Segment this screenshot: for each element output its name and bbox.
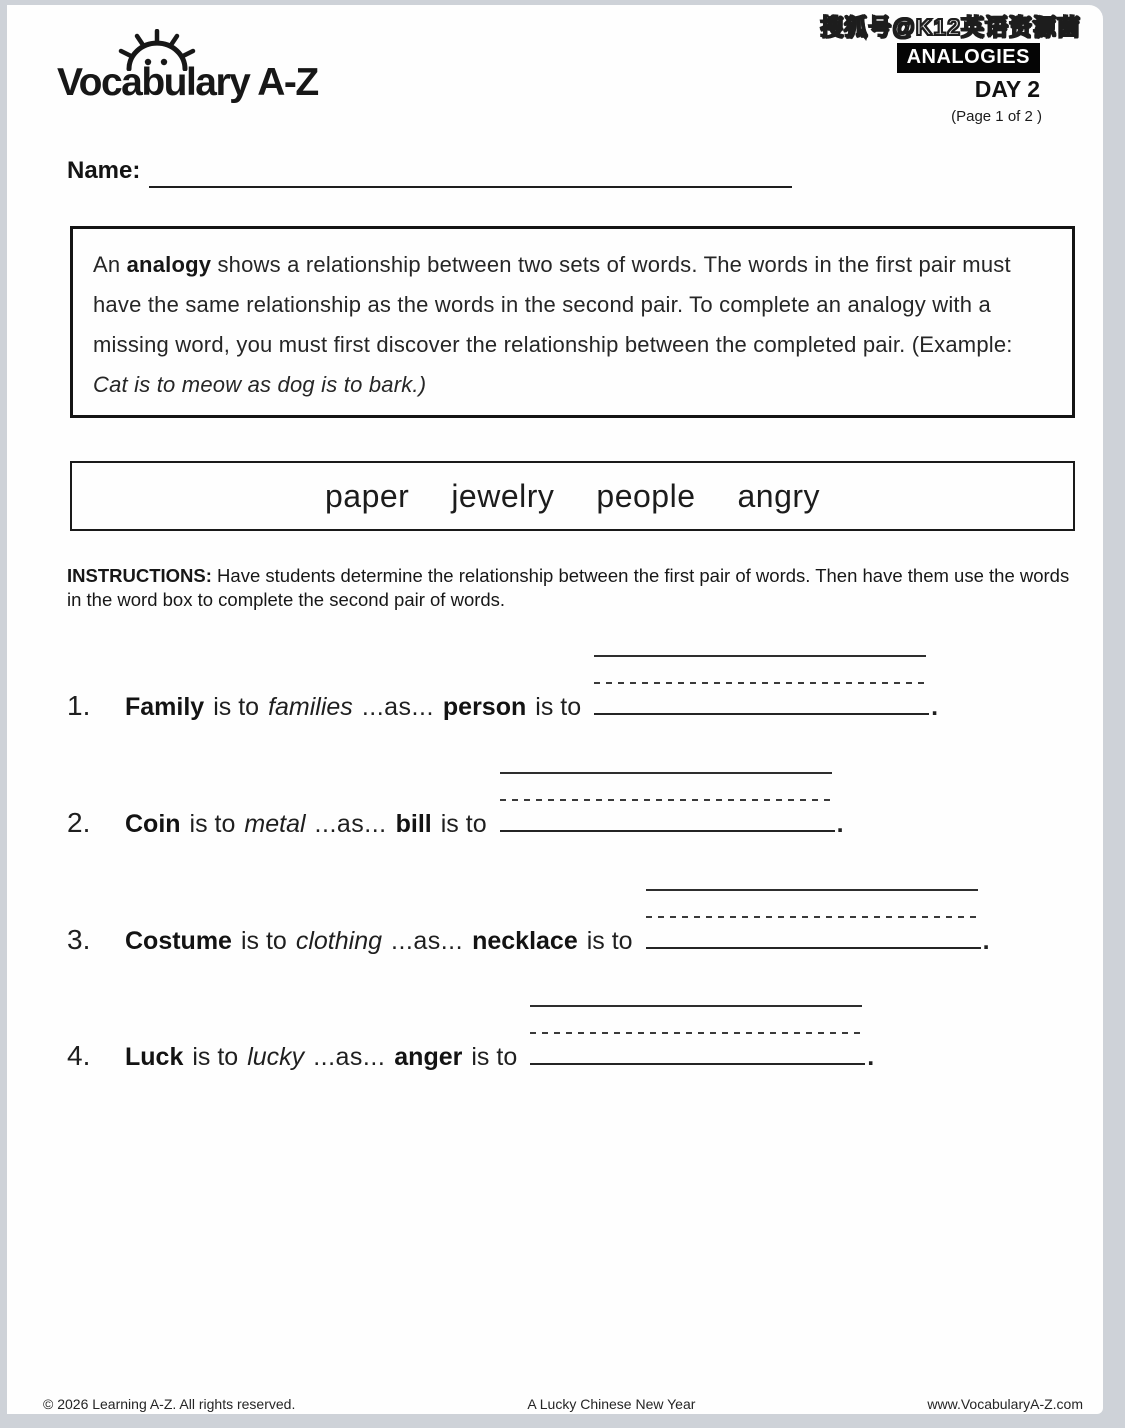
is-to-text: is to <box>213 693 260 721</box>
intro-text-2: shows a relationship between two sets of words. The words in the first pair must have the same relationship as the words in the second pair. To complete an analogy with a missing word, you must first discover the relationship between the completed pair. (Example: <box>93 252 1013 357</box>
analogy-item-4 <box>67 1005 1063 1072</box>
item-second-term: clothing <box>295 927 382 955</box>
word-item: angry <box>737 477 821 514</box>
watermark-text: 搜狐号@K12英语资源菌 <box>820 14 1081 40</box>
page-footer <box>43 1396 1083 1412</box>
logo-text: Vocabulary A-Z <box>57 61 318 104</box>
name-label: Name: <box>67 157 141 184</box>
as-text: ...as... <box>313 1043 386 1071</box>
item-second-term: families <box>268 693 353 721</box>
analogy-item-3 <box>67 889 1063 956</box>
vocabulary-logo <box>57 43 387 113</box>
sentence-period: . <box>982 927 990 955</box>
analogy-item-1 <box>67 655 1063 722</box>
as-text: ...as... <box>314 810 387 838</box>
is-to-text: is to <box>471 1043 518 1071</box>
analogies-badge: ANALOGIES <box>897 43 1040 73</box>
copyright-text: © 2026 Learning A-Z. All rights reserved. <box>43 1396 296 1412</box>
day-label: DAY 2 <box>974 76 1040 102</box>
dashed-guide-line <box>500 799 835 801</box>
intro-example: Cat is to meow as dog is to bark.) <box>93 372 427 397</box>
sentence-period: . <box>931 693 939 721</box>
answer-blank <box>500 772 835 832</box>
analogy-item-2 <box>67 772 1063 839</box>
item-number: 1. <box>67 690 91 721</box>
word-item: jewelry <box>451 477 555 514</box>
item-third-term: anger <box>394 1043 463 1071</box>
instructions-text: Have students determine the relationship between the first pair of words. Then have them use the words in the word box to complete the second pair of words. <box>67 565 1070 610</box>
instructions-label: INSTRUCTIONS: <box>67 565 212 586</box>
as-text: ...as... <box>391 927 464 955</box>
dashed-guide-line <box>646 916 981 918</box>
answer-blank <box>594 655 929 715</box>
footer-url: www.VocabularyA-Z.com <box>927 1396 1083 1412</box>
item-third-term: person <box>442 693 527 721</box>
answer-blank <box>646 889 981 949</box>
answer-blank <box>530 1005 865 1065</box>
item-second-term: lucky <box>247 1043 305 1071</box>
dashed-guide-line <box>594 682 929 684</box>
name-write-line <box>149 186 792 188</box>
item-third-term: bill <box>395 810 432 838</box>
item-first-term: Luck <box>125 1043 184 1071</box>
footer-lesson-title: A Lucky Chinese New Year <box>527 1396 696 1412</box>
is-to-text: is to <box>192 1043 239 1071</box>
page-number: (Page 1 of 2 ) <box>951 108 1042 125</box>
intro-text-1: An <box>93 252 127 277</box>
sentence-period: . <box>867 1043 875 1071</box>
is-to-text: is to <box>440 810 487 838</box>
sentence-period: . <box>836 810 844 838</box>
word-box <box>70 461 1075 531</box>
is-to-text: is to <box>586 927 633 955</box>
is-to-text: is to <box>535 693 582 721</box>
as-text: ...as... <box>361 693 434 721</box>
is-to-text: is to <box>240 927 287 955</box>
word-item: people <box>596 477 696 514</box>
worksheet-page <box>7 5 1103 1414</box>
item-number: 4. <box>67 1040 91 1071</box>
item-third-term: necklace <box>472 927 578 955</box>
item-number: 3. <box>67 924 91 955</box>
item-first-term: Coin <box>125 810 181 838</box>
intro-box <box>70 226 1075 418</box>
dashed-guide-line <box>530 1032 865 1034</box>
instructions-paragraph <box>67 564 1072 612</box>
item-first-term: Family <box>125 693 205 721</box>
item-first-term: Costume <box>125 927 232 955</box>
word-item: paper <box>324 477 410 514</box>
is-to-text: is to <box>189 810 236 838</box>
intro-bold-word: analogy <box>126 252 212 277</box>
item-second-term: metal <box>244 810 306 838</box>
item-number: 2. <box>67 807 91 838</box>
